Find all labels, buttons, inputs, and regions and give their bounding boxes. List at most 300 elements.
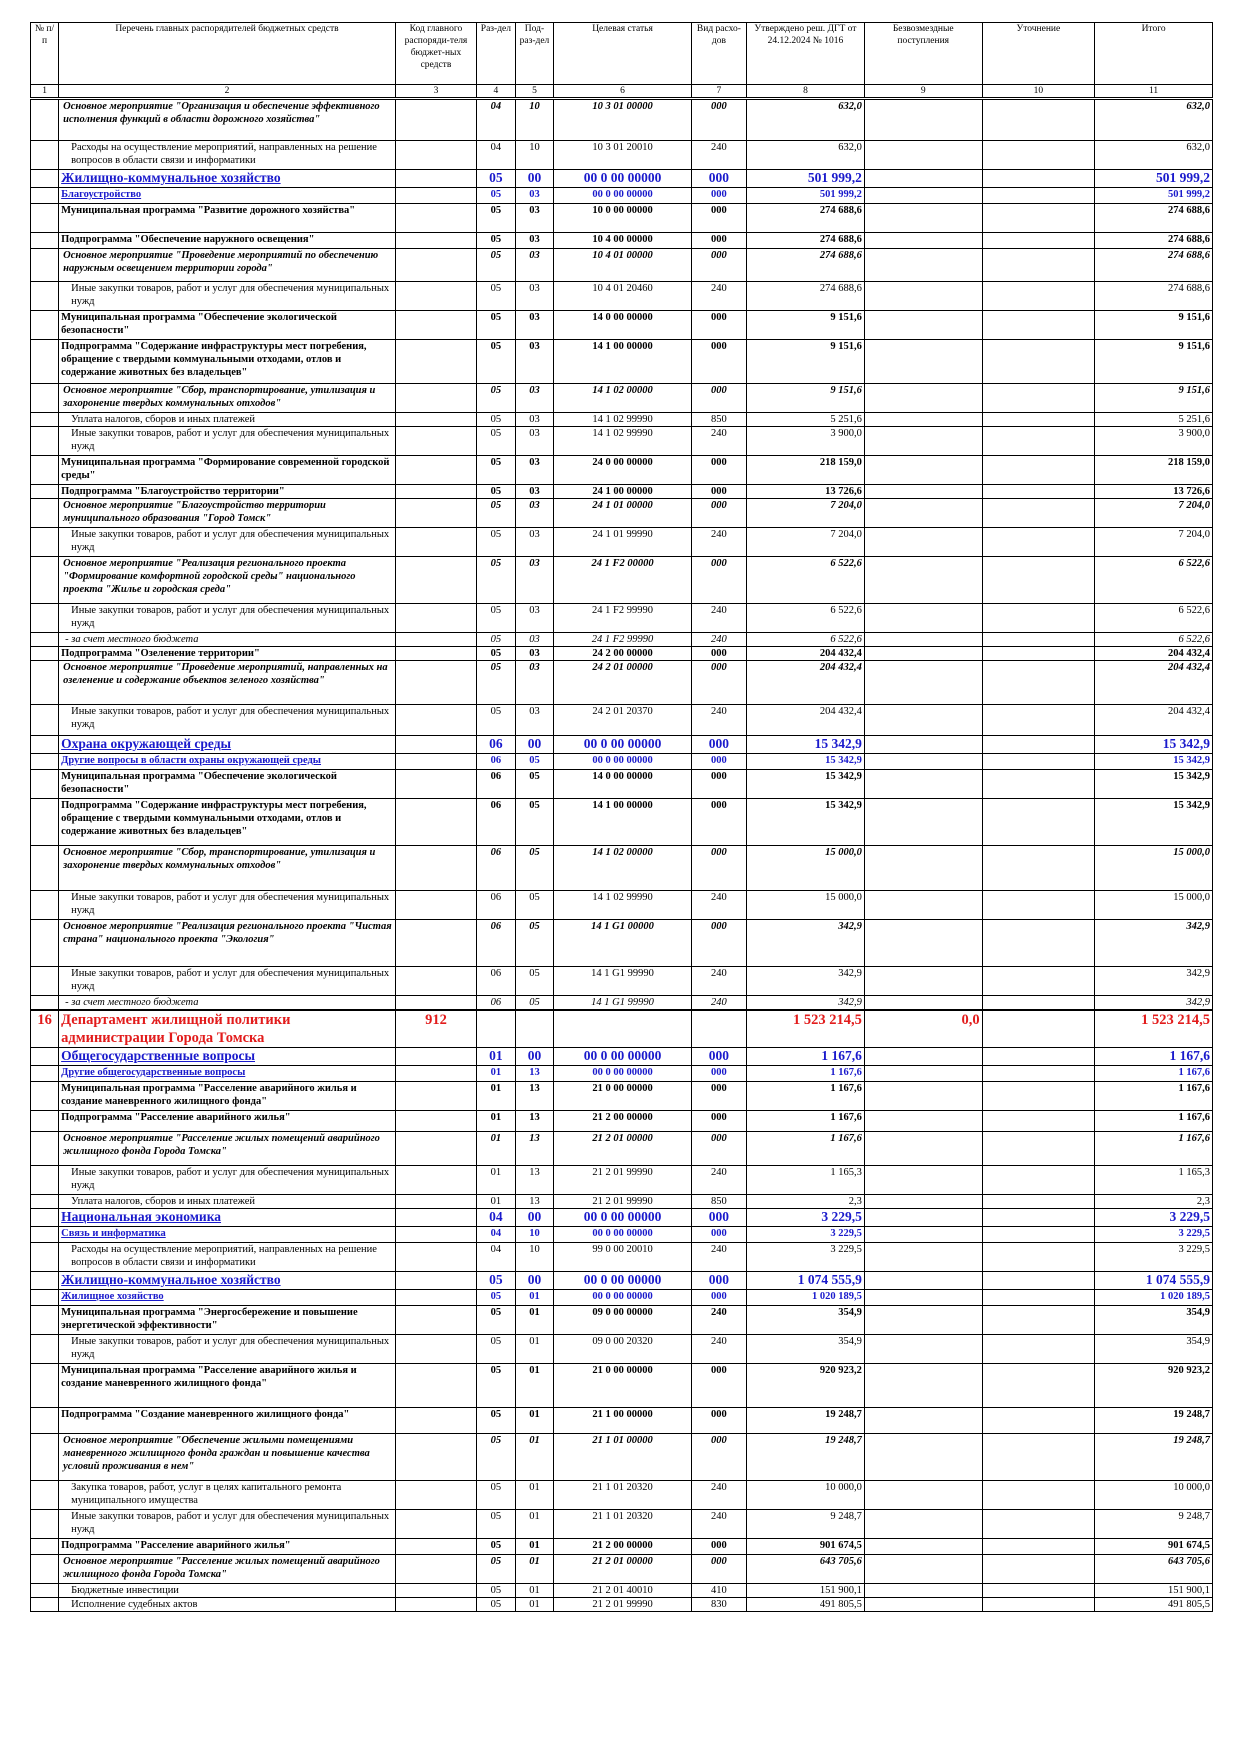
row-free-receipts [864,1408,982,1434]
row-total: 2,3 [1095,1195,1213,1209]
table-row [31,204,1213,233]
row-total: 501 999,2 [1095,170,1213,188]
row-target-article: 14 1 02 00000 [554,384,692,413]
row-number [31,427,59,456]
row-name: Подпрограмма "Создание маневренного жилищного фонда" [59,1408,396,1434]
row-clarification [982,1082,1095,1111]
row-name: Охрана окружающей среды [59,736,396,754]
row-clarification [982,1306,1095,1335]
row-clarification [982,1195,1095,1209]
row-name: Подпрограмма "Содержание инфраструктуры мест погребения, обращение с твердыми коммунальными отходами, отлов и содержание животных без владельцев" [59,799,396,846]
row-approved-amount: 342,9 [747,920,865,967]
table-row [31,647,1213,661]
row-expense-type: 240 [691,996,746,1011]
row-clarification [982,1335,1095,1364]
row-name: Жилищно-коммунальное хозяйство [59,1272,396,1290]
column-number: 8 [747,85,865,99]
row-target-article: 21 2 01 00000 [554,1555,692,1584]
row-expense-type: 000 [691,311,746,340]
row-razdel: 05 [477,1364,516,1408]
table-row [31,1048,1213,1066]
row-total: 9 151,6 [1095,311,1213,340]
row-approved-amount: 151 900,1 [747,1584,865,1598]
row-approved-amount: 9 151,6 [747,311,865,340]
row-gr-code [395,1272,476,1290]
row-free-receipts [864,528,982,557]
row-target-article: 00 0 00 00000 [554,1209,692,1227]
row-razdel: 06 [477,846,516,891]
row-name: Муниципальная программа "Формирование современной городской среды" [59,456,396,485]
row-clarification [982,705,1095,736]
column-number: 10 [982,85,1095,99]
row-expense-type: 000 [691,1048,746,1066]
table-row [31,1227,1213,1243]
row-name: Основное мероприятие "Расселение жилых помещений аварийного жилищного фонда Города Томска" [59,1132,396,1166]
row-name: Иные закупки товаров, работ и услуг для обеспечения муниципальных нужд [59,891,396,920]
row-podrazdel: 05 [515,754,554,770]
row-approved-amount: 3 229,5 [747,1209,865,1227]
row-podrazdel: 10 [515,141,554,170]
table-row [31,754,1213,770]
row-target-article: 24 1 F2 99990 [554,604,692,633]
row-razdel: 05 [477,384,516,413]
row-podrazdel: 05 [515,799,554,846]
row-number [31,311,59,340]
row-number [31,1227,59,1243]
row-name: Муниципальная программа "Расселение аварийного жилья и создание маневренного жилищного фонда" [59,1082,396,1111]
row-number [31,1166,59,1195]
row-expense-type: 000 [691,499,746,528]
row-expense-type: 850 [691,413,746,427]
row-clarification [982,799,1095,846]
row-name: Иные закупки товаров, работ и услуг для обеспечения муниципальных нужд [59,1335,396,1364]
row-gr-code [395,1111,476,1132]
row-target-article: 21 2 00 00000 [554,1539,692,1555]
row-number [31,846,59,891]
row-podrazdel: 03 [515,604,554,633]
row-expense-type: 000 [691,1434,746,1481]
row-target-article: 21 2 01 99990 [554,1598,692,1612]
row-razdel: 05 [477,456,516,485]
row-name: Уплата налогов, сборов и иных платежей [59,1195,396,1209]
row-target-article: 21 0 00 00000 [554,1364,692,1408]
row-razdel: 05 [477,311,516,340]
row-target-article: 24 1 F2 00000 [554,557,692,604]
table-row [31,141,1213,170]
row-number [31,705,59,736]
row-podrazdel: 01 [515,1335,554,1364]
row-number [31,1434,59,1481]
row-free-receipts [864,604,982,633]
row-target-article: 99 0 00 20010 [554,1243,692,1272]
row-gr-code [395,996,476,1011]
row-total: 19 248,7 [1095,1434,1213,1481]
row-clarification [982,456,1095,485]
row-name: Закупка товаров, работ, услуг в целях капитального ремонта муниципального имущества [59,1481,396,1510]
row-free-receipts [864,413,982,427]
row-approved-amount: 632,0 [747,99,865,141]
row-gr-code [395,1132,476,1166]
row-number [31,920,59,967]
row-free-receipts [864,633,982,647]
row-number [31,1243,59,1272]
row-expense-type: 240 [691,633,746,647]
row-expense-type: 000 [691,188,746,204]
row-approved-amount: 3 229,5 [747,1243,865,1272]
row-approved-amount: 1 074 555,9 [747,1272,865,1290]
row-clarification [982,754,1095,770]
row-approved-amount: 1 167,6 [747,1132,865,1166]
row-total: 1 167,6 [1095,1048,1213,1066]
row-free-receipts [864,1290,982,1306]
row-podrazdel: 03 [515,661,554,705]
row-number [31,384,59,413]
row-free-receipts [864,891,982,920]
row-name: Муниципальная программа "Обеспечение экологической безопасности" [59,311,396,340]
row-podrazdel: 01 [515,1555,554,1584]
table-row [31,188,1213,204]
row-gr-code [395,1335,476,1364]
row-total: 204 432,4 [1095,647,1213,661]
row-gr-code [395,141,476,170]
table-row [31,413,1213,427]
row-gr-code [395,705,476,736]
row-podrazdel: 05 [515,891,554,920]
row-razdel [477,1010,516,1048]
row-total: 3 229,5 [1095,1227,1213,1243]
row-number [31,413,59,427]
row-approved-amount: 204 432,4 [747,661,865,705]
row-target-article: 00 0 00 00000 [554,188,692,204]
row-razdel: 05 [477,1555,516,1584]
row-podrazdel: 01 [515,1290,554,1306]
row-approved-amount: 15 342,9 [747,799,865,846]
row-clarification [982,891,1095,920]
row-name: Основное мероприятие "Благоустройство территории муниципального образования "Город Томск" [59,499,396,528]
row-target-article: 24 1 01 00000 [554,499,692,528]
row-gr-code [395,799,476,846]
table-row [31,1195,1213,1209]
row-podrazdel: 03 [515,633,554,647]
row-clarification [982,141,1095,170]
row-free-receipts [864,99,982,141]
row-number [31,647,59,661]
row-target-article: 14 1 02 00000 [554,846,692,891]
row-target-article: 24 1 F2 99990 [554,633,692,647]
row-number [31,188,59,204]
row-gr-code [395,1584,476,1598]
row-target-article: 14 1 00 00000 [554,340,692,384]
row-target-article: 21 2 00 00000 [554,1111,692,1132]
row-free-receipts [864,1048,982,1066]
row-total: 632,0 [1095,141,1213,170]
row-free-receipts [864,1132,982,1166]
row-clarification [982,1227,1095,1243]
row-number [31,799,59,846]
row-free-receipts [864,557,982,604]
table-row [31,282,1213,311]
row-razdel: 05 [477,233,516,249]
table-row [31,528,1213,557]
row-free-receipts [864,920,982,967]
row-name: Иные закупки товаров, работ и услуг для обеспечения муниципальных нужд [59,604,396,633]
row-free-receipts [864,770,982,799]
row-expense-type: 000 [691,1555,746,1584]
row-approved-amount: 5 251,6 [747,413,865,427]
row-expense-type: 000 [691,846,746,891]
column-number: 5 [515,85,554,99]
row-clarification [982,384,1095,413]
column-number: 11 [1095,85,1213,99]
header-cell: Безвозмездные поступления [864,23,982,85]
row-total: 15 342,9 [1095,754,1213,770]
row-approved-amount: 15 342,9 [747,736,865,754]
table-row [31,891,1213,920]
row-free-receipts [864,249,982,282]
row-total: 274 688,6 [1095,249,1213,282]
row-clarification [982,1048,1095,1066]
row-expense-type: 000 [691,384,746,413]
row-free-receipts [864,1195,982,1209]
row-number [31,1539,59,1555]
row-number [31,456,59,485]
table-row [31,1166,1213,1195]
row-expense-type: 000 [691,233,746,249]
row-name: Муниципальная программа "Развитие дорожного хозяйства" [59,204,396,233]
row-clarification [982,604,1095,633]
row-expense-type: 000 [691,799,746,846]
row-total: 1 165,3 [1095,1166,1213,1195]
row-number [31,1290,59,1306]
row-clarification [982,1481,1095,1510]
row-target-article: 10 4 00 00000 [554,233,692,249]
row-podrazdel: 03 [515,705,554,736]
row-number [31,528,59,557]
row-clarification [982,1209,1095,1227]
row-clarification [982,633,1095,647]
row-total: 491 805,5 [1095,1598,1213,1612]
row-expense-type: 000 [691,1132,746,1166]
row-target-article: 21 2 01 99990 [554,1195,692,1209]
row-expense-type: 000 [691,340,746,384]
budget-table [30,22,1213,1612]
row-expense-type: 240 [691,1306,746,1335]
budget-table-sheet [30,22,1213,1612]
table-row [31,799,1213,846]
row-total: 643 705,6 [1095,1555,1213,1584]
table-row [31,604,1213,633]
table-row [31,846,1213,891]
row-approved-amount: 920 923,2 [747,1364,865,1408]
row-razdel: 05 [477,604,516,633]
row-number [31,996,59,1011]
row-target-article: 09 0 00 00000 [554,1306,692,1335]
row-gr-code [395,427,476,456]
row-gr-code [395,384,476,413]
row-total: 1 020 189,5 [1095,1290,1213,1306]
row-free-receipts [864,485,982,499]
table-row [31,1290,1213,1306]
row-approved-amount: 9 151,6 [747,384,865,413]
table-row [31,1555,1213,1584]
row-razdel: 04 [477,141,516,170]
row-gr-code [395,661,476,705]
row-free-receipts [864,204,982,233]
row-total: 15 000,0 [1095,891,1213,920]
row-clarification [982,204,1095,233]
row-razdel: 05 [477,170,516,188]
row-gr-code [395,204,476,233]
table-row [31,485,1213,499]
row-razdel: 05 [477,661,516,705]
row-clarification [982,1555,1095,1584]
row-razdel: 05 [477,1598,516,1612]
row-expense-type: 000 [691,1111,746,1132]
row-razdel: 05 [477,413,516,427]
row-number [31,1306,59,1335]
table-row [31,770,1213,799]
table-row [31,1272,1213,1290]
column-number: 1 [31,85,59,99]
row-total: 1 167,6 [1095,1111,1213,1132]
row-number [31,661,59,705]
row-name: Расходы на осуществление мероприятий, направленных на решение вопросов в области связи и информатики [59,141,396,170]
row-approved-amount: 13 726,6 [747,485,865,499]
row-number [31,1272,59,1290]
row-podrazdel: 13 [515,1066,554,1082]
row-target-article: 21 1 00 00000 [554,1408,692,1434]
row-approved-amount: 6 522,6 [747,557,865,604]
row-gr-code [395,770,476,799]
row-approved-amount: 274 688,6 [747,282,865,311]
column-number-row [31,85,1213,99]
row-target-article: 10 0 00 00000 [554,204,692,233]
row-clarification [982,920,1095,967]
row-number [31,1510,59,1539]
row-target-article: 21 2 01 00000 [554,1132,692,1166]
header-cell: Перечень главных распорядителей бюджетных средств [59,23,396,85]
row-clarification [982,846,1095,891]
row-razdel: 05 [477,1434,516,1481]
row-target-article: 24 1 00 00000 [554,485,692,499]
row-total: 6 522,6 [1095,557,1213,604]
row-podrazdel: 03 [515,427,554,456]
row-podrazdel: 00 [515,736,554,754]
row-approved-amount: 7 204,0 [747,499,865,528]
table-row [31,920,1213,967]
row-free-receipts [864,282,982,311]
table-row [31,233,1213,249]
header-cell: Утверждено реш. ДГТ от 24.12.2024 № 1016 [747,23,865,85]
row-free-receipts [864,661,982,705]
table-row [31,311,1213,340]
row-target-article: 10 4 01 00000 [554,249,692,282]
row-approved-amount: 342,9 [747,996,865,1011]
row-free-receipts [864,967,982,996]
row-expense-type: 000 [691,170,746,188]
row-free-receipts [864,1111,982,1132]
row-total: 7 204,0 [1095,499,1213,528]
row-podrazdel: 01 [515,1434,554,1481]
row-name: Основное мероприятие "Сбор, транспортирование, утилизация и захоронение твердых коммунальных отходов" [59,846,396,891]
row-gr-code [395,1510,476,1539]
row-podrazdel: 05 [515,770,554,799]
row-total: 10 000,0 [1095,1481,1213,1510]
row-razdel: 06 [477,920,516,967]
row-gr-code [395,1555,476,1584]
row-target-article: 14 1 00 00000 [554,799,692,846]
row-razdel: 01 [477,1195,516,1209]
row-razdel: 06 [477,996,516,1011]
row-razdel: 05 [477,647,516,661]
table-row [31,1243,1213,1272]
row-approved-amount: 501 999,2 [747,170,865,188]
row-total: 501 999,2 [1095,188,1213,204]
row-razdel: 05 [477,1306,516,1335]
row-total: 274 688,6 [1095,233,1213,249]
row-razdel: 06 [477,967,516,996]
row-number [31,1082,59,1111]
row-name: Муниципальная программа "Обеспечение экологической безопасности" [59,770,396,799]
row-number [31,1408,59,1434]
table-row [31,705,1213,736]
row-target-article: 09 0 00 20320 [554,1335,692,1364]
row-gr-code [395,736,476,754]
table-row [31,99,1213,141]
row-podrazdel: 13 [515,1132,554,1166]
row-approved-amount: 19 248,7 [747,1408,865,1434]
row-gr-code [395,846,476,891]
row-target-article: 10 3 01 20010 [554,141,692,170]
row-name: Основное мероприятие "Расселение жилых помещений аварийного жилищного фонда Города Томска" [59,1555,396,1584]
row-expense-type: 000 [691,249,746,282]
row-expense-type: 240 [691,1243,746,1272]
row-razdel: 04 [477,1227,516,1243]
row-free-receipts [864,996,982,1011]
header-cell: Под-раз-дел [515,23,554,85]
row-name: Благоустройство [59,188,396,204]
row-approved-amount: 354,9 [747,1306,865,1335]
row-expense-type: 240 [691,282,746,311]
row-clarification [982,311,1095,340]
table-row [31,1335,1213,1364]
row-podrazdel: 01 [515,1584,554,1598]
row-total: 342,9 [1095,967,1213,996]
row-free-receipts [864,754,982,770]
row-number [31,967,59,996]
row-number [31,204,59,233]
row-expense-type: 000 [691,736,746,754]
row-total: 274 688,6 [1095,282,1213,311]
table-row [31,1539,1213,1555]
row-razdel: 01 [477,1066,516,1082]
row-approved-amount: 1 020 189,5 [747,1290,865,1306]
row-number [31,1598,59,1612]
row-expense-type: 000 [691,204,746,233]
row-razdel: 01 [477,1082,516,1111]
column-number: 9 [864,85,982,99]
column-number: 3 [395,85,476,99]
row-podrazdel [515,1010,554,1048]
row-gr-code: 912 [395,1010,476,1048]
row-number [31,1364,59,1408]
row-gr-code [395,1539,476,1555]
row-clarification [982,1290,1095,1306]
row-free-receipts [864,647,982,661]
row-total: 920 923,2 [1095,1364,1213,1408]
row-approved-amount: 10 000,0 [747,1481,865,1510]
row-number [31,499,59,528]
